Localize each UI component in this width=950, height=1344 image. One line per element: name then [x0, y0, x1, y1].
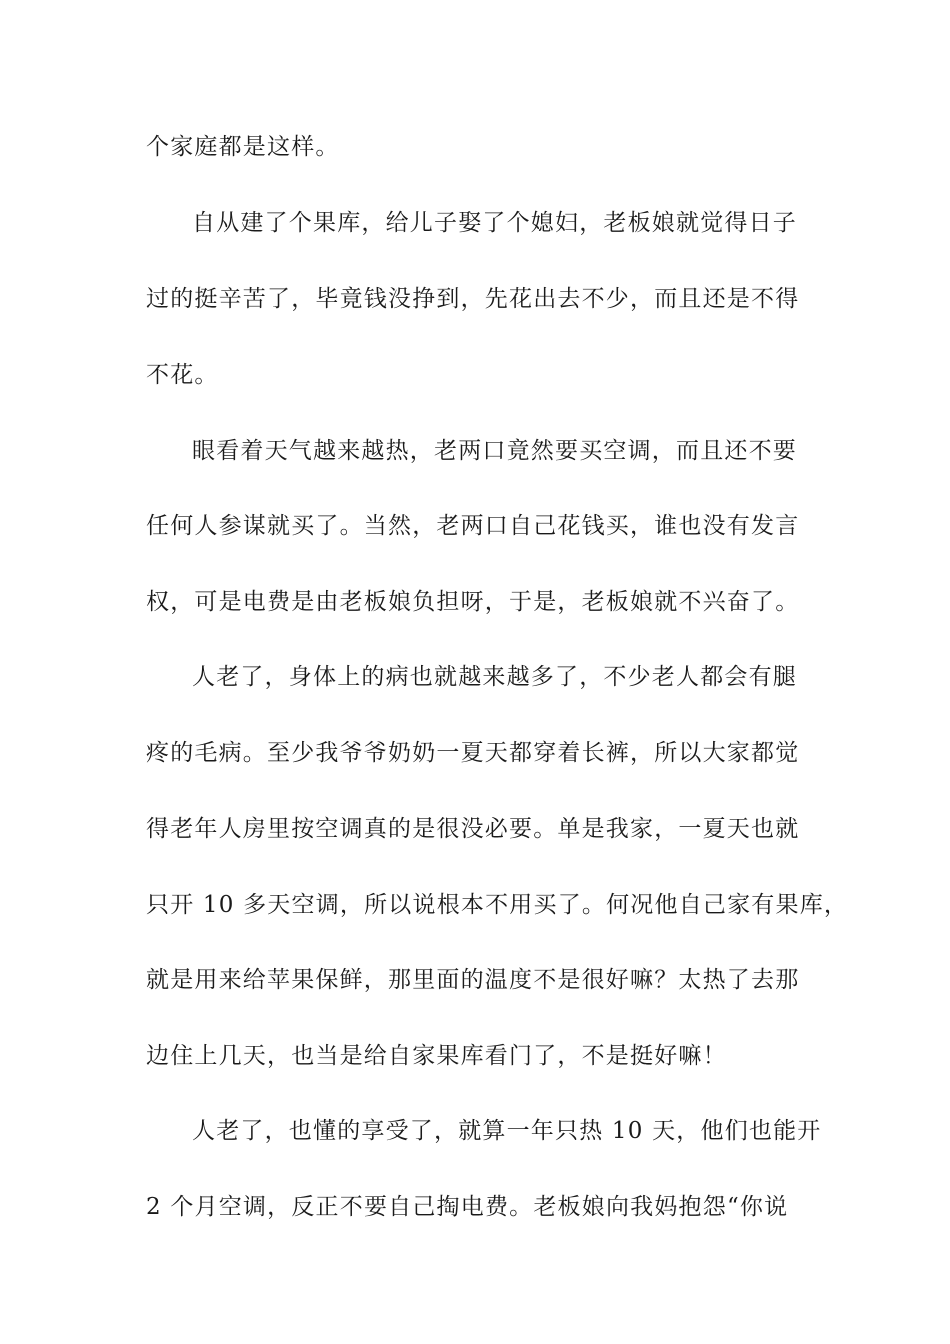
text-line: 不花。 [146, 362, 219, 388]
text-line: 任何人参谋就买了。当然，老两口自己花钱买，谁也没有发言 [146, 513, 800, 539]
text-line: 权，可是电费是由老板娘负担呀，于是，老板娘就不兴奋了。 [146, 589, 800, 615]
text-line: 只开 10 多天空调，所以说根本不用买了。何况他自己家有果库， [146, 892, 849, 918]
text-line: 就是用来给苹果保鲜，那里面的温度不是很好嘛？太热了去那 [146, 967, 800, 993]
text-line: 疼的毛病。至少我爷爷奶奶一夏天都穿着长裤，所以大家都觉 [146, 740, 800, 766]
paragraph-start-line: 眼看着天气越来越热，老两口竟然要买空调，而且还不要 [192, 438, 797, 464]
text-line: 2 个月空调，反正不要自己掏电费。老板娘向我妈抱怨“你说 [146, 1194, 789, 1220]
paragraph-start-line: 人老了，也懂的享受了，就算一年只热 10 天，他们也能开 [192, 1118, 822, 1144]
text-line: 个家庭都是这样。 [146, 134, 340, 160]
paragraph-start-line: 人老了，身体上的病也就越来越多了，不少老人都会有腿 [192, 664, 797, 690]
text-line: 边住上几天，也当是给自家果库看门了，不是挺好嘛！ [146, 1043, 727, 1069]
text-line: 过的挺辛苦了，毕竟钱没挣到，先花出去不少，而且还是不得 [146, 286, 800, 312]
paragraph-start-line: 自从建了个果库，给儿子娶了个媳妇，老板娘就觉得日子 [192, 210, 797, 236]
text-line: 得老年人房里按空调真的是很没必要。单是我家，一夏天也就 [146, 816, 800, 842]
